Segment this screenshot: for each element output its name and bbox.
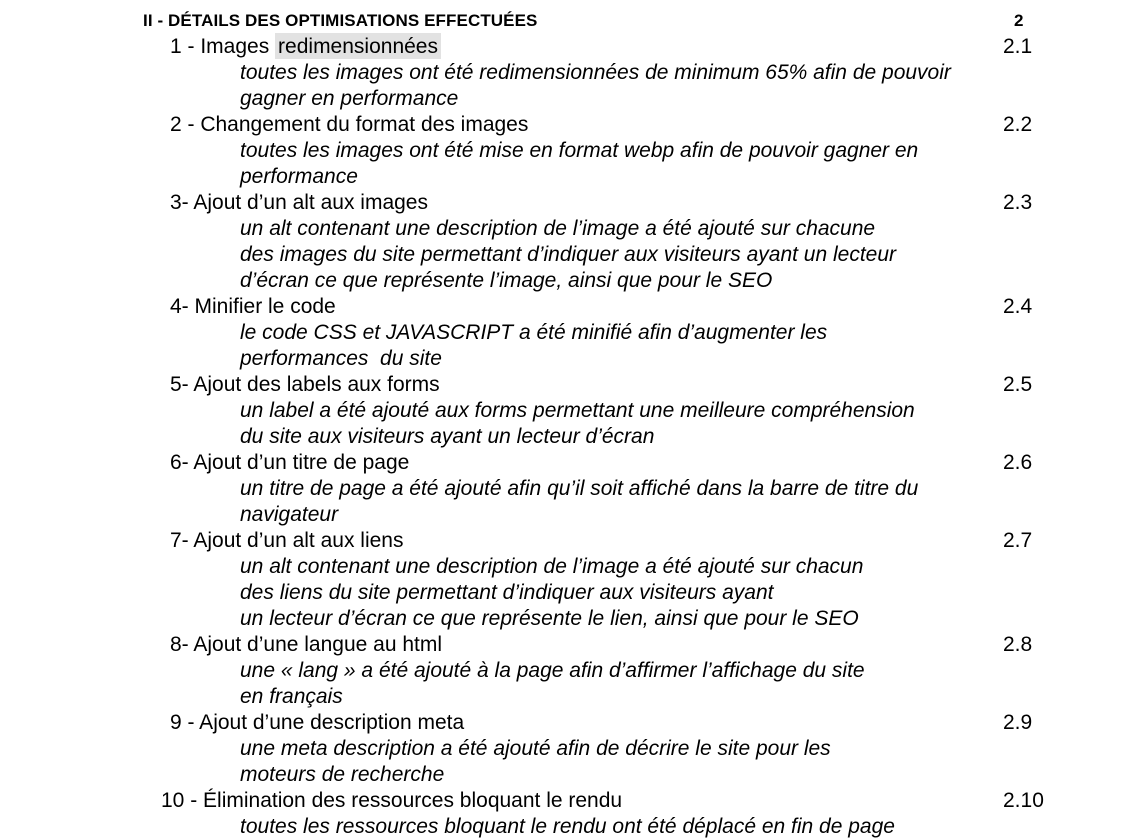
toc-item-7-description-line: un lecteur d’écran ce que représente le lien, ainsi que pour le SEO	[240, 607, 859, 630]
toc-item-9	[0, 710, 1138, 736]
section-header-title: II - DÉTAILS DES OPTIMISATIONS EFFECTUÉES	[143, 11, 538, 30]
toc-item-8-description-line: en français	[240, 685, 343, 708]
toc-item-1-page-number: 2.1	[1003, 35, 1033, 58]
toc-item-5-description-line: du site aux visiteurs ayant un lecteur d’écran	[240, 425, 655, 448]
toc-item-2-page-number: 2.2	[1003, 113, 1033, 136]
toc-item-1	[0, 34, 1138, 60]
toc-item-5	[0, 372, 1138, 398]
toc-item-10-title: 10 - Élimination des ressources bloquant le rendu	[161, 789, 623, 812]
toc-item-6-description-line: navigateur	[240, 503, 339, 526]
toc-item-6-title: 6- Ajout d’un titre de page	[170, 451, 410, 474]
toc-item-8	[0, 632, 1138, 658]
toc-item-10	[0, 788, 1138, 814]
toc-item-4-title: 4- Minifier le code	[170, 295, 336, 318]
toc-item-1-description-line: gagner en performance	[240, 87, 459, 110]
toc-item-2-title: 2 - Changement du format des images	[170, 113, 529, 136]
toc-item-2-description-line: performance	[240, 165, 358, 188]
toc-item-4-description-line: le code CSS et JAVASCRIPT a été minifié afin d’augmenter les	[240, 321, 828, 344]
toc-item-3	[0, 190, 1138, 216]
highlighted-word: redimensionnées	[275, 33, 441, 59]
toc-item-9-description-line: moteurs de recherche	[240, 763, 445, 786]
toc-item-9-title: 9 - Ajout d’une description meta	[170, 711, 465, 734]
toc-item-4	[0, 294, 1138, 320]
toc-item-6-page-number: 2.6	[1003, 451, 1033, 474]
toc-item-6-description-line: un titre de page a été ajouté afin qu’il soit affiché dans la barre de titre du	[240, 477, 919, 500]
toc-item-5-page-number: 2.5	[1003, 373, 1033, 396]
toc-item-7	[0, 528, 1138, 554]
toc-item-9-description-line: une meta description a été ajouté afin de décrire le site pour les	[240, 737, 831, 760]
toc-item-3-description-line: d’écran ce que représente l’image, ainsi que pour le SEO	[240, 269, 773, 292]
toc-item-1-description-line: toutes les images ont été redimensionnées de minimum 65% afin de pouvoir	[240, 61, 951, 84]
toc-item-4-description-line: performances du site	[240, 347, 442, 370]
toc-item-3-description-line: des images du site permettant d’indiquer aux visiteurs ayant un lecteur	[240, 243, 897, 266]
toc-item-7-description-line: un alt contenant une description de l’image a été ajouté sur chacun	[240, 555, 864, 578]
section-header-page-number: 2	[1014, 11, 1024, 30]
toc-item-8-title: 8- Ajout d’une langue au html	[170, 633, 443, 656]
toc-item-10-description-line: toutes les ressources bloquant le rendu ont été déplacé en fin de page	[240, 815, 895, 838]
toc-item-4-page-number: 2.4	[1003, 295, 1033, 318]
toc-item-7-description-line: des liens du site permettant d’indiquer aux visiteurs ayant	[240, 581, 774, 604]
toc-item-6	[0, 450, 1138, 476]
toc-item-3-title: 3- Ajout d’un alt aux images	[170, 191, 428, 214]
toc-item-5-title: 5- Ajout des labels aux forms	[170, 373, 440, 396]
toc-item-2	[0, 112, 1138, 138]
toc-item-7-page-number: 2.7	[1003, 529, 1033, 552]
toc-item-2-description-line: toutes les images ont été mise en format webp afin de pouvoir gagner en	[240, 139, 919, 162]
section-header	[0, 8, 1138, 34]
toc-item-5-description-line: un label a été ajouté aux forms permettant une meilleure compréhension	[240, 399, 915, 422]
toc-item-8-page-number: 2.8	[1003, 633, 1033, 656]
toc-item-7-title: 7- Ajout d’un alt aux liens	[170, 529, 404, 552]
toc-item-3-page-number: 2.3	[1003, 191, 1033, 214]
toc-item-8-description-line: une « lang » a été ajouté à la page afin d’affirmer l’affichage du site	[240, 659, 865, 682]
toc-item-10-page-number: 2.10	[1003, 789, 1044, 812]
toc-item-1-title: 1 - Images redimensionnées	[170, 33, 441, 59]
toc-item-3-description-line: un alt contenant une description de l’image a été ajouté sur chacune	[240, 217, 876, 240]
toc-item-9-page-number: 2.9	[1003, 711, 1033, 734]
